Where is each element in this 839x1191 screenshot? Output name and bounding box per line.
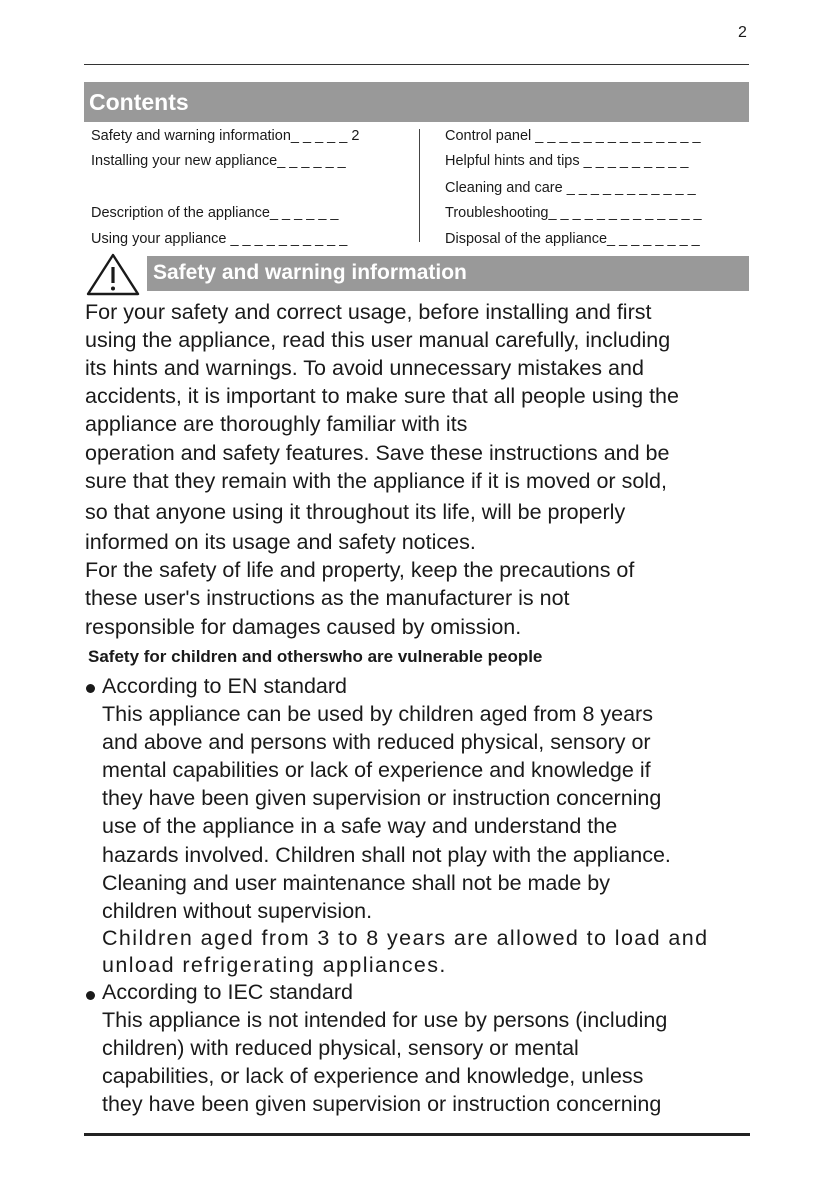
body-line: accidents, it is important to make sure that all people using the [85, 384, 679, 408]
bullet-heading: According to EN standard [102, 674, 347, 698]
bullet-icon [86, 991, 95, 1000]
footer-rule [84, 1133, 750, 1136]
body-line: its hints and warnings. To avoid unnecessary mistakes and [85, 356, 644, 380]
contents-header [84, 82, 749, 122]
contents-title: Contents [89, 89, 189, 115]
body-line: This appliance is not intended for use by persons (including [102, 1008, 668, 1032]
body-line: and above and persons with reduced physical, sensory or [102, 730, 651, 754]
toc-item[interactable]: Installing your new appliance_ _ _ _ _ _ [91, 153, 346, 169]
body-line: This appliance can be used by children aged from 8 years [102, 702, 653, 726]
body-line: so that anyone using it throughout its life, will be properly [85, 500, 626, 524]
body-line: they have been given supervision or instruction concerning [102, 786, 662, 810]
section-title: Safety and warning information [153, 261, 467, 284]
body-line: children without supervision. [102, 899, 373, 923]
toc-item[interactable]: Helpful hints and tips _ _ _ _ _ _ _ _ _ [445, 153, 689, 169]
header-rule [84, 64, 749, 65]
toc-item[interactable]: Description of the appliance_ _ _ _ _ _ [91, 205, 339, 221]
toc-item[interactable]: Cleaning and care _ _ _ _ _ _ _ _ _ _ _ [445, 180, 696, 196]
warning-triangle-icon [85, 252, 141, 296]
body-line: sure that they remain with the appliance if it is moved or sold, [85, 469, 667, 493]
body-line: responsible for damages caused by omission. [85, 615, 522, 639]
body-line: children) with reduced physical, sensory or mental [102, 1036, 579, 1060]
toc-item[interactable]: Using your appliance _ _ _ _ _ _ _ _ _ _ [91, 231, 348, 247]
body-line: Children aged from 3 to 8 years are allowed to load and [102, 926, 709, 950]
page-number: 2 [738, 24, 747, 41]
toc-item[interactable]: Safety and warning information_ _ _ _ _ 2 [91, 128, 360, 144]
toc-item[interactable]: Disposal of the appliance_ _ _ _ _ _ _ _ [445, 231, 700, 247]
body-line: they have been given supervision or instruction concerning [102, 1092, 662, 1116]
body-line: Cleaning and user maintenance shall not be made by [102, 871, 610, 895]
body-line: these user's instructions as the manufacturer is not [85, 586, 570, 610]
body-line: hazards involved. Children shall not play with the appliance. [102, 843, 671, 867]
body-line: informed on its usage and safety notices. [85, 530, 476, 554]
toc-divider [419, 129, 420, 242]
body-line: unload refrigerating appliances. [102, 953, 447, 977]
bullet-icon [86, 684, 95, 693]
sub-heading: Safety for children and otherswho are vulnerable people [88, 647, 543, 666]
bullet-heading: According to IEC standard [102, 980, 353, 1004]
body-line: mental capabilities or lack of experience and knowledge if [102, 758, 651, 782]
body-line: capabilities, or lack of experience and knowledge, unless [102, 1064, 644, 1088]
body-line: operation and safety features. Save these instructions and be [85, 441, 670, 465]
body-line: use of the appliance in a safe way and understand the [102, 814, 618, 838]
body-line: For the safety of life and property, keep the precautions of [85, 558, 635, 582]
safety-section-header [147, 256, 749, 291]
body-line: using the appliance, read this user manual carefully, including [85, 328, 671, 352]
toc-item[interactable]: Control panel _ _ _ _ _ _ _ _ _ _ _ _ _ _ [445, 128, 701, 144]
body-line: appliance are thoroughly familiar with its [85, 412, 468, 436]
toc-item[interactable]: Troubleshooting_ _ _ _ _ _ _ _ _ _ _ _ _ [445, 205, 702, 221]
body-line: For your safety and correct usage, before installing and first [85, 300, 652, 324]
